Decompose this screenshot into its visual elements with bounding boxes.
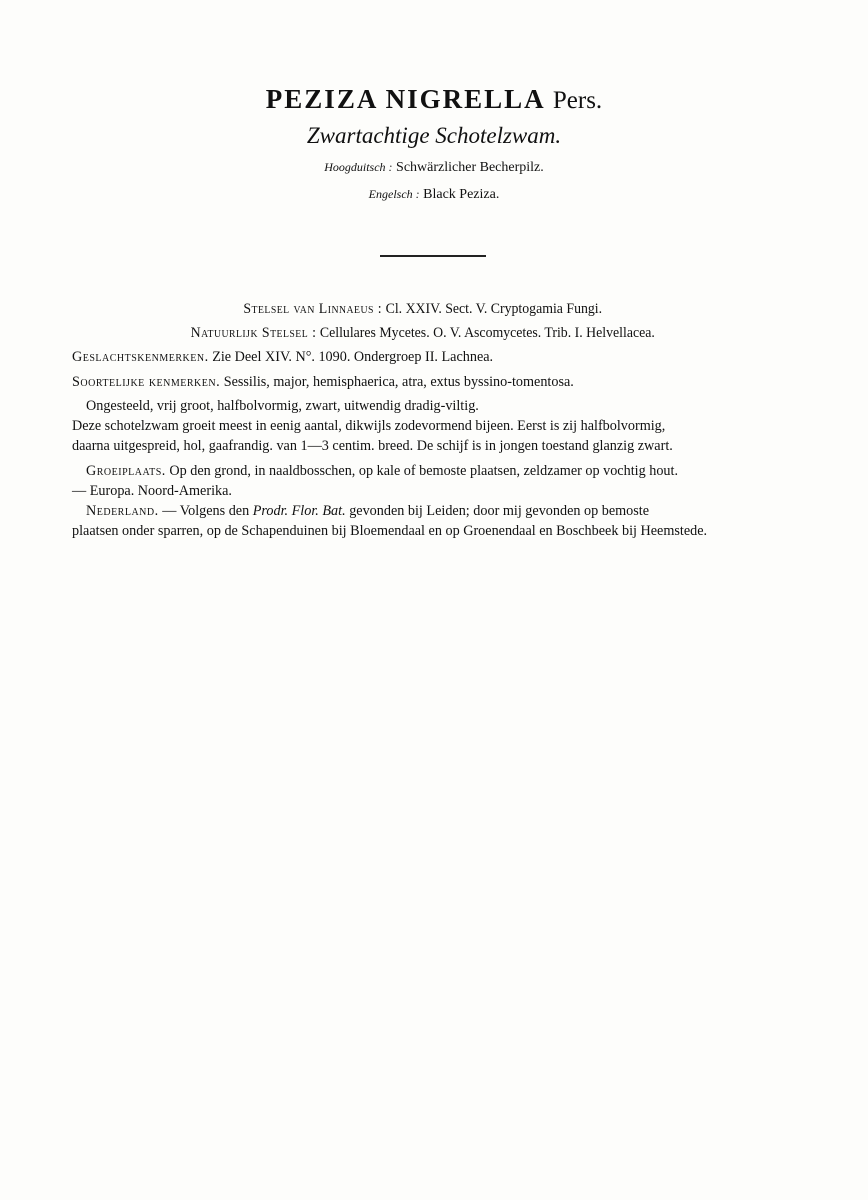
netherlands-text-post: gevonden bij Leiden; door mij gevonden op bemoste bbox=[349, 503, 650, 519]
english-name-line bbox=[0, 187, 868, 203]
german-name-line bbox=[0, 160, 868, 176]
german-name: Schwärzlicher Becherpilz. bbox=[396, 160, 544, 175]
netherlands-label: Nederland. bbox=[86, 503, 159, 519]
species-characteristics-text: Sessilis, major, hemisphaerica, atra, extus byssino-tomentosa. bbox=[223, 374, 574, 390]
linnaeus-line bbox=[0, 301, 845, 318]
german-label: Hoogduitsch : bbox=[324, 160, 393, 174]
natural-system-text: Cellulares Mycetes. O. V. Ascomycetes. Trib. I. Helvellacea. bbox=[319, 325, 655, 341]
linnaeus-label: Stelsel van Linnaeus : bbox=[243, 301, 383, 317]
description-line-2: Deze schotelzwam groeit meest in eenig aantal, dikwijls zodevormend bijeen. Eerst is zij halfbolvormig, bbox=[72, 418, 666, 434]
netherlands-line-2: plaatsen onder sparren, op de Schapenduinen bij Bloemendaal en op Groenendaal en Boschbeek bij Heemstede. bbox=[72, 523, 708, 539]
natural-system-line bbox=[0, 325, 845, 342]
description-line-1: Ongesteeld, vrij groot, halfbolvormig, zwart, uitwendig dradig-viltig. bbox=[86, 398, 479, 414]
english-name: Black Peziza. bbox=[423, 187, 500, 202]
habitat-line-2: — Europa. Noord-Amerika. bbox=[72, 483, 232, 499]
netherlands-line bbox=[86, 503, 649, 520]
description-line-3: daarna uitgespreid, hol, gaafrandig. van 1—3 centim. breed. De schijf is in jongen toestand glanzig zwart. bbox=[72, 438, 673, 454]
linnaeus-text: Cl. XXIV. Sect. V. Cryptogamia Fungi. bbox=[385, 301, 603, 317]
english-label: Engelsch : bbox=[368, 187, 420, 201]
habitat-text: Op den grond, in naaldbosschen, op kale of bemoste plaatsen, zeldzamer op vochtig hout. bbox=[169, 463, 678, 479]
genus-text: Zie Deel XIV. N°. 1090. Ondergroep II. Lachnea. bbox=[212, 349, 494, 365]
species-characteristics-label: Soortelijke kenmerken. bbox=[72, 374, 221, 390]
section-divider bbox=[380, 255, 486, 257]
netherlands-text-pre: — Volgens den bbox=[162, 503, 250, 519]
habitat-line bbox=[86, 463, 678, 480]
species-title bbox=[0, 84, 868, 115]
species-name: PEZIZA NIGRELLA bbox=[265, 84, 545, 114]
netherlands-work-title: Prodr. Flor. Bat. bbox=[252, 503, 346, 519]
species-author: Pers. bbox=[552, 87, 603, 114]
genus-line bbox=[72, 349, 493, 366]
natural-system-label: Natuurlijk Stelsel : bbox=[190, 325, 317, 341]
species-characteristics-line bbox=[72, 374, 574, 391]
dutch-common-name: Zwartachtige Schotelzwam. bbox=[306, 123, 562, 148]
habitat-label: Groeiplaats. bbox=[86, 463, 166, 479]
genus-label: Geslachtskenmerken. bbox=[72, 349, 209, 365]
